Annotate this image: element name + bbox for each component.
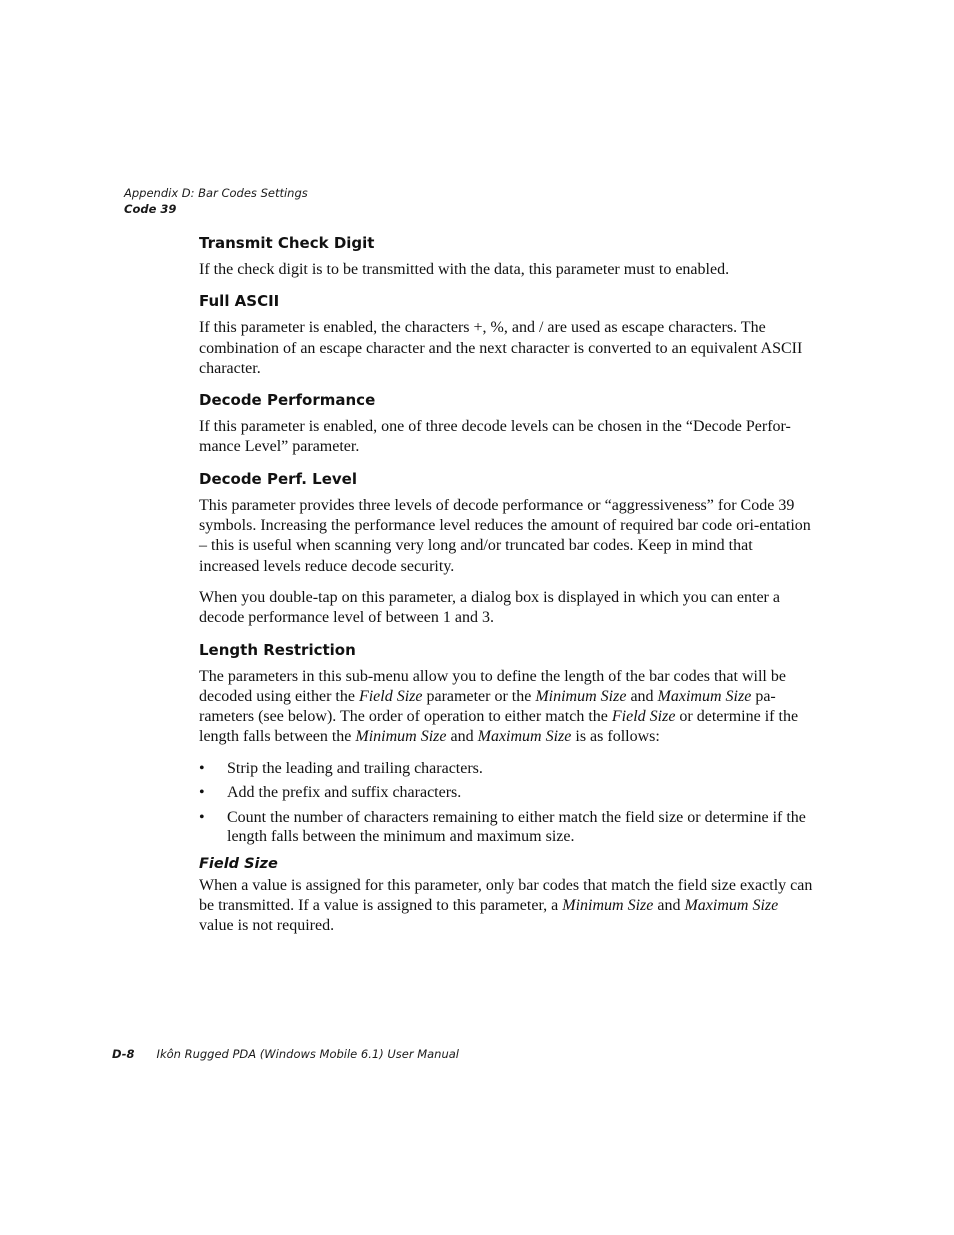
term-minimum-size: Minimum Size (535, 687, 627, 705)
text-run: and (626, 687, 658, 705)
running-footer (112, 1047, 459, 1061)
bullet-marker: • (199, 808, 205, 826)
header-chapter: Appendix D: Bar Codes Settings (124, 186, 308, 200)
term-minimum-size: Minimum Size (355, 728, 447, 746)
term-minimum-size: Minimum Size (562, 897, 654, 915)
heading-field-size: Field Size (199, 855, 278, 872)
list-item (199, 783, 815, 803)
term-field-size: Field Size (358, 687, 423, 705)
manual-title: Ikôn Rugged PDA (Windows Mobile 6.1) User Manual (156, 1047, 459, 1061)
term-maximum-size: Maximum Size (684, 897, 779, 915)
para-decode-perf-level-2: When you double-tap on this parameter, a dialog box is displayed in which you can enter a decode performance level of between 1 and 3. (199, 588, 780, 627)
page-body (199, 233, 815, 948)
term-maximum-size: Maximum Size (477, 728, 572, 746)
para-decode-perf-level-1: This parameter provides three levels of decode performance or “aggressiveness” for Code 39 symbols. Increasing the performance level reduces the amount of required bar code ori-entation – this is useful when scanning very long and/or truncated bar codes. Keep in mind that increased levels reduce decode security. (199, 496, 811, 575)
running-header (124, 185, 308, 217)
list-item (199, 808, 815, 847)
page-number: D-8 (112, 1047, 135, 1061)
text-run: or determine if the length falls between the (199, 708, 799, 746)
heading-decode-perf-level: Decode Perf. Level (199, 469, 357, 488)
bullet-marker: • (199, 784, 205, 802)
text-run: parameter or the (422, 687, 536, 705)
list-item-text: Add the prefix and suffix characters. (227, 784, 462, 802)
heading-full-ascii: Full ASCII (199, 292, 280, 311)
text-run: and (446, 728, 478, 746)
bullet-marker: • (199, 759, 205, 777)
text-run: is as follows: (571, 728, 660, 746)
heading-transmit-check-digit: Transmit Check Digit (199, 234, 375, 252)
heading-length-restriction: Length Restriction (199, 640, 356, 659)
text-run: and (653, 897, 685, 915)
text-run: The parameters in this sub-menu allow you to define the length of the bar codes that will be decoded using either the (199, 667, 786, 705)
header-section: Code 39 (124, 202, 177, 216)
para-length-restriction (199, 667, 815, 748)
para-decode-performance: If this parameter is enabled, one of three decode levels can be chosen in the “Decode Perfor-mance Level” parameter. (199, 418, 791, 456)
list-item (199, 759, 815, 779)
term-field-size: Field Size (611, 708, 676, 726)
para-transmit-check-digit: If the check digit is to be transmitted with the data, this parameter must to enabled. (199, 261, 730, 278)
operation-steps-list (199, 759, 815, 847)
para-field-size (199, 876, 815, 937)
list-item-text: Strip the leading and trailing characters. (227, 759, 483, 777)
text-run: When a value is assigned for this parameter, only bar codes that match the field size exactly can be transmitted. If a value is assigned to this parameter, a (199, 876, 813, 915)
heading-decode-performance: Decode Performance (199, 391, 376, 410)
term-maximum-size: Maximum Size (657, 687, 752, 705)
list-item-text: Count the number of characters remaining to either match the field size or determine if the length falls between the minimum and maximum size. (227, 808, 806, 846)
text-run: value is not required. (199, 917, 335, 935)
para-full-ascii: If this parameter is enabled, the characters +, %, and / are used as escape characters. The combination of an escape character and the next character is converted to an equivalent ASCII character. (199, 319, 803, 377)
text-run: pa-rameters (see below). The order of operation to either match the (199, 687, 776, 726)
